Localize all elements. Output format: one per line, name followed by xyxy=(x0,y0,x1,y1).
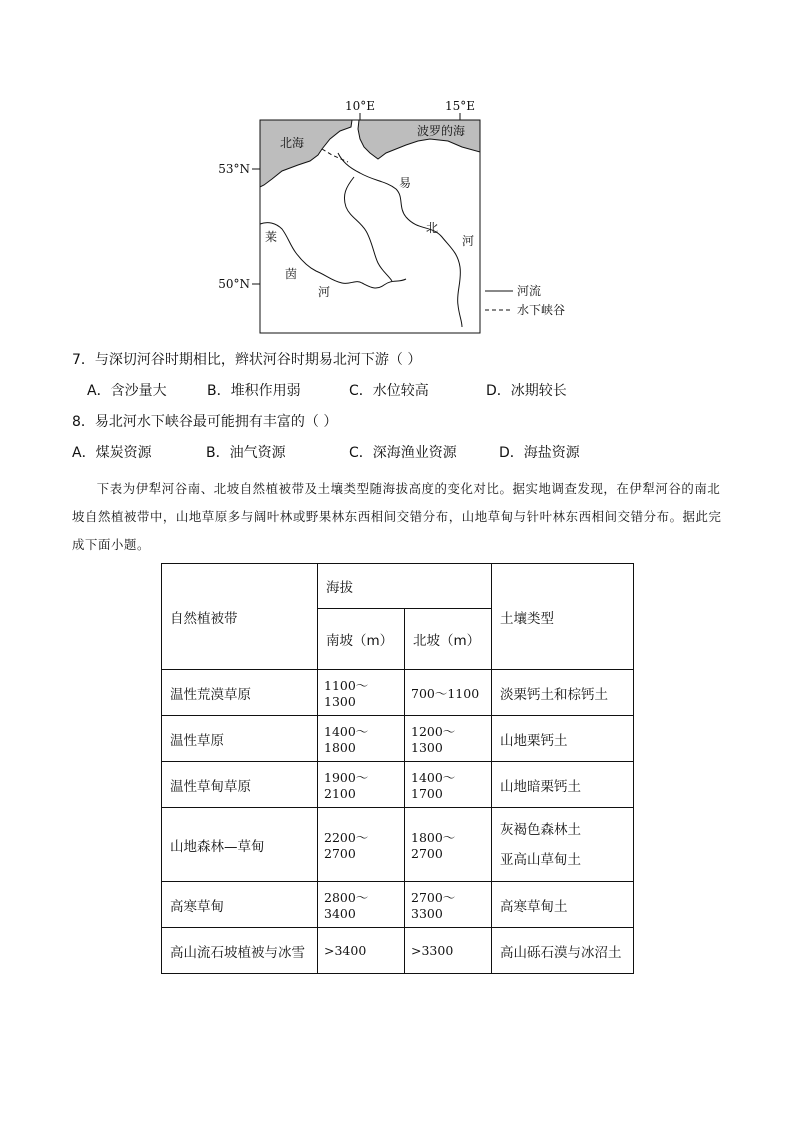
row-north: 700～1100 xyxy=(405,670,492,716)
rhine-river xyxy=(260,223,406,288)
q8-option-d[interactable]: D．海盐资源 xyxy=(499,445,580,461)
baltic-sea-label: 波罗的海 xyxy=(417,124,466,138)
table-row xyxy=(162,670,634,716)
question-8-stem: 8．易北河水下峡谷最可能拥有丰富的（ ） xyxy=(72,414,338,430)
q7-option-c[interactable]: C．水位较高 xyxy=(349,383,429,399)
q7-option-b[interactable]: B．堆积作用弱 xyxy=(207,383,301,399)
rhine-char-1: 莱 xyxy=(265,230,278,244)
row-soil: 山地栗钙土 xyxy=(492,716,634,762)
table-row xyxy=(162,882,634,928)
rhine-char-2: 茵 xyxy=(285,267,298,281)
header-soil: 土壤类型 xyxy=(492,564,634,670)
rhine-char-3: 河 xyxy=(318,285,331,299)
row-soil: 山地暗栗钙土 xyxy=(492,762,634,808)
row-south: 2800～3400 xyxy=(318,882,405,928)
lon-label-15e: 15°E xyxy=(444,99,476,113)
header-south: 南坡（m） xyxy=(318,609,405,670)
table-row xyxy=(162,808,634,882)
row-south: 1900～2100 xyxy=(318,762,405,808)
question-7-stem: 7．与深切河谷时期相比，辫状河谷时期易北河下游（ ） xyxy=(72,352,422,368)
row-south: >3400 xyxy=(318,928,405,974)
elbe-map xyxy=(210,95,600,340)
q8-option-a[interactable]: A．煤炭资源 xyxy=(72,445,152,461)
table-row xyxy=(162,928,634,974)
row-south: 1400～1800 xyxy=(318,716,405,762)
row-soil: 高寒草甸土 xyxy=(492,882,634,928)
row-veg: 温性荒漠草原 xyxy=(162,670,318,716)
q7-option-a[interactable]: A．含沙量大 xyxy=(87,383,167,399)
legend-river-label: 河流 xyxy=(517,284,542,298)
lat-label-50n: 50°N xyxy=(218,277,250,291)
row-veg: 温性草甸草原 xyxy=(162,762,318,808)
table-row xyxy=(162,762,634,808)
row-south: 2200～2700 xyxy=(318,808,405,882)
row-soil-line-1: 灰褐色森林土 xyxy=(500,821,581,838)
row-veg: 高寒草甸 xyxy=(162,882,318,928)
table-row xyxy=(162,716,634,762)
table-header-row xyxy=(162,564,634,609)
vegetation-soil-table xyxy=(161,563,634,974)
row-south: 1100～1300 xyxy=(318,670,405,716)
header-veg: 自然植被带 xyxy=(162,564,318,670)
table-intro-paragraph: 下表为伊犁河谷南、北坡自然植被带及土壤类型随海拔高度的变化对比。据实地调查发现，在伊犁河谷的南北坡自然植被带中，山地草原多与阔叶林或野果林东西相间交错分布，山地草甸与针叶林东西相间交错分布。据此完成下面小题。 xyxy=(72,481,722,552)
legend-canyon-label: 水下峡谷 xyxy=(517,303,566,317)
row-veg: 山地森林—草甸 xyxy=(162,808,318,882)
row-north: 1400～1700 xyxy=(405,762,492,808)
row-veg: 温性草原 xyxy=(162,716,318,762)
row-veg: 高山流石坡植被与冰雪 xyxy=(162,928,318,974)
header-altitude: 海拔 xyxy=(318,564,492,609)
elbe-tributary xyxy=(344,177,392,281)
elbe-char-2: 北 xyxy=(426,221,439,235)
row-north: 2700～3300 xyxy=(405,882,492,928)
row-soil: 高山砾石漠与冰沼土 xyxy=(492,928,634,974)
row-soil: 淡栗钙土和棕钙土 xyxy=(492,670,634,716)
q7-option-d[interactable]: D．冰期较长 xyxy=(486,383,567,399)
row-north: 1200～1300 xyxy=(405,716,492,762)
row-north: 1800～2700 xyxy=(405,808,492,882)
q8-option-c[interactable]: C．深海渔业资源 xyxy=(349,445,457,461)
north-sea-label: 北海 xyxy=(280,136,305,150)
lon-label-10e: 10°E xyxy=(344,99,376,113)
lat-label-53n: 53°N xyxy=(218,162,250,176)
header-north: 北坡（m） xyxy=(405,609,492,670)
row-soil-line-2: 亚高山草甸土 xyxy=(500,851,581,868)
elbe-char-1: 易 xyxy=(399,176,412,190)
q8-option-b[interactable]: B．油气资源 xyxy=(206,445,286,461)
underwater-canyon xyxy=(322,149,348,162)
elbe-char-3: 河 xyxy=(462,234,475,248)
row-soil xyxy=(492,808,634,882)
row-north: >3300 xyxy=(405,928,492,974)
map-svg xyxy=(210,95,600,340)
